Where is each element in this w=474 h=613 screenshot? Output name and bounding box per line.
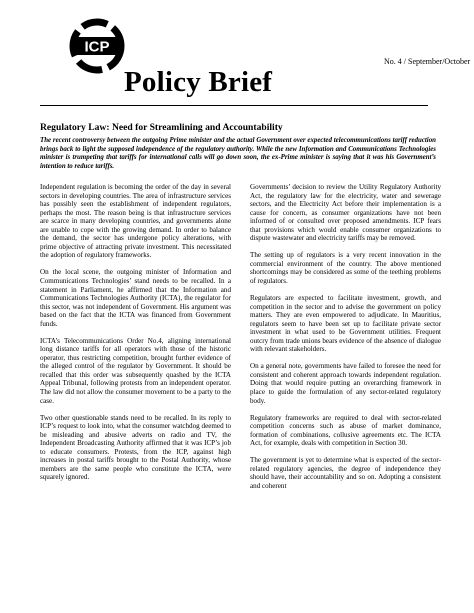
paragraph: On a general note, governments have failed to foresee the need for consistent and coherent approach towards independent regulation. Doing that would require putting an overarching framework in place to guide the formulation of any sector-related regulatory body. bbox=[250, 362, 441, 405]
paragraph: Regulators are expected to facilitate investment, growth, and competition in the sector and to advise the government on policy matters. They are even empowered to adjudicate. In Mauritius, regulators seem to have been set up to facilitate private sector investment in what used to be Government utilities. Frequent outcry from trade unions bears evidence of the absence of dialogue with relevant stakeholders. bbox=[250, 294, 441, 354]
paragraph: ICTA’s Telecommunications Order No.4, aligning international long distance tariffs for all operators with those of the historic operator, thus restricting competition, brought further evidence of the alleged control of the regulator by Government. It should be recalled that this order was subsequently quashed by the ICTA Appeal Tribunal, following protests from an independent operator. The law did not allow the consumer movement to be a party to the case. bbox=[40, 336, 231, 405]
paragraph: Two other questionable stands need to be recalled. In its reply to ICP’s request to look into, what the consumer watchdog deemed to be misleading and abusive adverts on radio and TV, the Independent Broadcasting Authority affirmed that it was ICP’s job to educate consumers. Protests, from the ICP, against high increases in postal tariffs brought to the Postal Authority, whose members are the same people who constitute the ICTA, were squarely ignored. bbox=[40, 413, 231, 482]
paragraph: The setting up of regulators is a very recent innovation in the commercial environment of the country. The above mentioned shortcomings may be considered as some of the teething problems of regulators. bbox=[250, 251, 441, 285]
paragraph: Independent regulation is becoming the order of the day in several sectors in developing countries. The area of infrastructure services has possibly seen the establishment of independent regulators, perhaps the most. The reason being is that infrastructure services are scarce in many developing countries, and governments alone are unable to cope with the growing demand. In order to balance the demand, the sector has undergone policy alterations, with prime objective of attracting private investment. This necessitated the adoption of regulatory frameworks. bbox=[40, 183, 231, 260]
icp-logo bbox=[68, 17, 126, 75]
left-column bbox=[40, 183, 231, 491]
logo-text: ICP bbox=[84, 38, 110, 56]
right-column bbox=[250, 183, 441, 499]
issue-number: No. 4 / September/October bbox=[384, 57, 471, 66]
title-divider bbox=[40, 105, 428, 106]
article-headline: Regulatory Law: Need for Streamlining and Accountability bbox=[40, 122, 283, 133]
paragraph: On the local scene, the outgoing minister of Information and Communications Technologies’ stand needs to be recalled. In a statement in Parliament, he affirmed that the Information and Communications Technologies Authority (ICTA), the regulator for this sector, was not independent of Government. His argument was based on the fact that the ICTA was financed from Government funds. bbox=[40, 268, 231, 328]
article-abstract: The recent controversy between the outgoing Prime minister and the actual Government over expected telecommunications tariff reduction brings back to light the supposed independence of the regulatory authority. While the new Information and Communications Technologies minister is trumpeting that tariffs for international calls will go down soon, the ex-Prime minister is saying that it was his Government’s intention to reduce tariffs. bbox=[40, 137, 436, 171]
paragraph: Regulatory frameworks are required to deal with sector-related competition concerns such as abuse of market dominance, formation of combinations, collusive agreements etc. The ICTA Act, for example, deals with competition in Section 30. bbox=[250, 413, 441, 448]
page-title: Policy Brief bbox=[124, 66, 273, 98]
paragraph: Governments’ decision to review the Utility Regulatory Authority Act, the regulatory law for the electricity, water and sewerage sectors, and the Electricity Act before their implementation is a cause for concern, as consumer organizations have not been informed of or consulted over proposed amendments. ICP fears that provisions which would enable consumer organizations to dispute wastewater and electricity tariffs may be removed. bbox=[250, 183, 441, 243]
paragraph: The government is yet to determine what is expected of the sector-related regulatory agencies, the degree of independence they should have, their accountability and so on. Adopting a consistent and coherent bbox=[250, 456, 441, 490]
